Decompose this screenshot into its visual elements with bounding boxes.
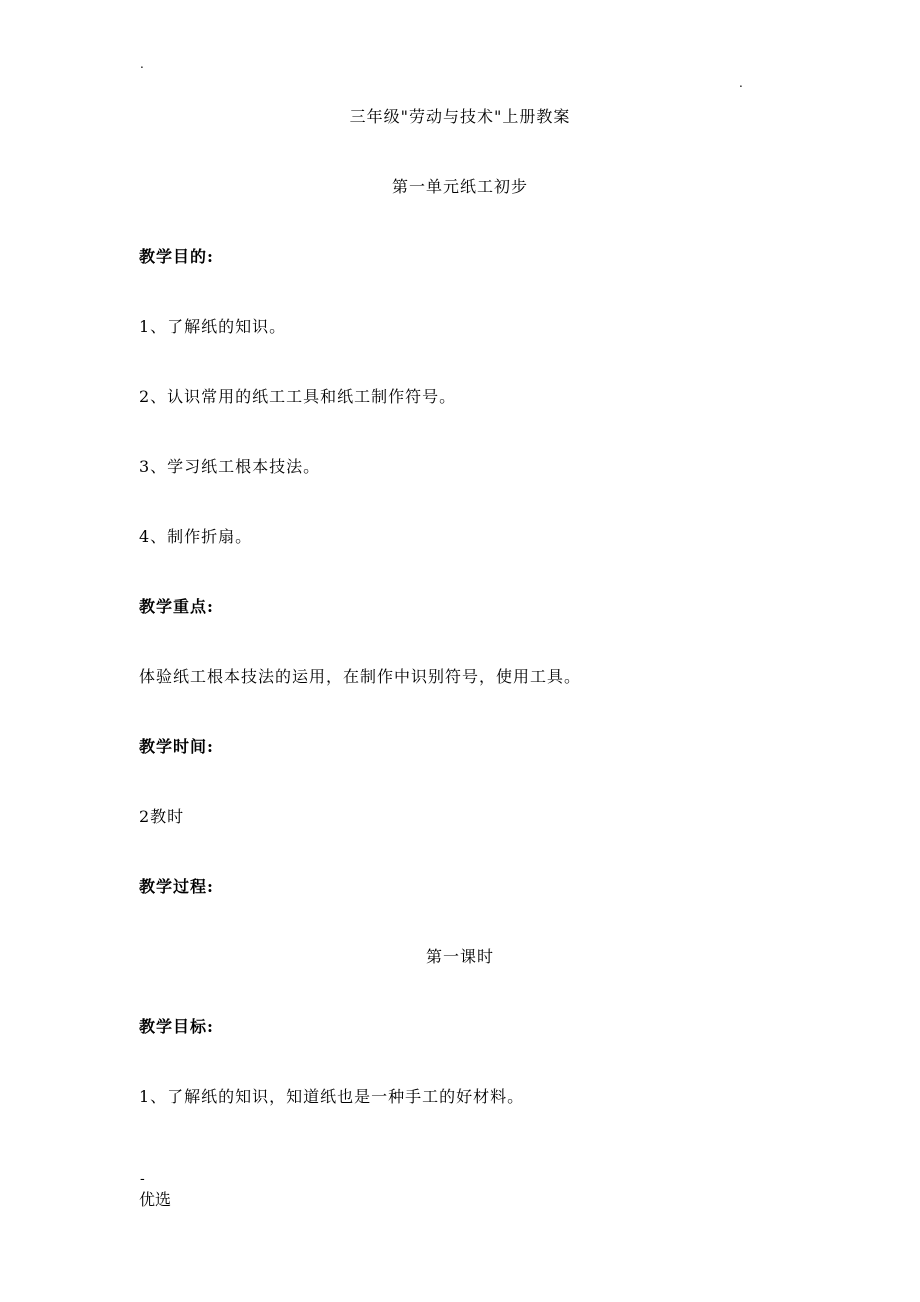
goal-item: 1、了解纸的知识。 <box>139 317 287 336</box>
key-points-text: 体验纸工根本技法的运用，在制作中识别符号，使用工具。 <box>139 667 582 686</box>
lesson-title: 第一课时 <box>425 947 494 966</box>
process-heading: 教学过程: <box>139 877 214 896</box>
goal-item: 2、认识常用的纸工工具和纸工制作符号。 <box>139 387 457 406</box>
goal-item: 4、制作折扇。 <box>139 527 253 546</box>
footer-dash: - <box>140 1171 145 1187</box>
goal-item: 3、学习纸工根本技法。 <box>139 457 321 476</box>
goals-heading: 教学目的: <box>139 247 214 266</box>
unit-title: 第一单元纸工初步 <box>391 177 528 196</box>
time-heading: 教学时间: <box>139 737 214 756</box>
footer-label: 优选 <box>139 1190 172 1209</box>
objectives-heading: 教学目标: <box>139 1017 214 1036</box>
key-points-heading: 教学重点: <box>139 597 214 616</box>
document-title: 三年级"劳动与技术"上册教案 <box>349 107 571 126</box>
objective-item: 1、了解纸的知识，知道纸也是一种手工的好材料。 <box>139 1087 525 1106</box>
time-text: 2教时 <box>139 807 185 826</box>
header-mark-left: . <box>140 57 144 71</box>
header-mark-right: . <box>739 76 743 90</box>
